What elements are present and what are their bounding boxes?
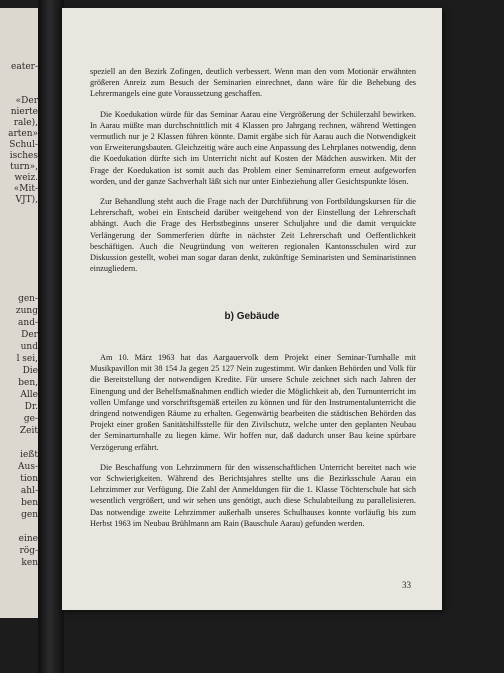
book-spine	[38, 0, 64, 673]
left-page-fragment: ben	[21, 498, 38, 508]
left-page-fragment: «Mit-	[13, 184, 38, 194]
paragraph: Zur Behandlung steht auch die Frage nach der Durchführung von Fortbildungskursen für die Lehrerschaft, wobei ein Entscheid darüber weitgehend von der Einstellung der Lehrerschaft abhängt. Auch die Frage des Herbstbeginns unserer Schuljahre und die damit verquickte Verlängerung der Sommerferien dürfte in nächster Zeit Lehrerschaft und Oeffentlichkeit beschäftigen. Auch die Neugründung von weiteren regionalen Kantonsschulen wird zur Diskussion gestellt, wobei man sogar daran denkt, zukünftige Seminaristen und Seminaristinnen einzugliedern.	[90, 197, 416, 274]
left-page-fragment: zung	[15, 306, 38, 316]
left-page-fragment: gen-	[18, 294, 38, 304]
left-page-fragment: weiz.	[14, 173, 38, 183]
left-page-fragment: l sei,	[16, 354, 38, 364]
left-page-fragment: ge-	[23, 414, 38, 424]
text-block-top	[90, 66, 416, 283]
left-page-fragment: ben,	[18, 378, 38, 388]
left-page-fragment: nierte	[10, 107, 38, 117]
left-page-fragment: Aus-	[18, 462, 38, 472]
left-page-fragment: ken	[21, 558, 38, 568]
left-page-fragment: ießt	[20, 450, 38, 460]
left-page-fragment: rale),	[13, 118, 38, 128]
left-page-fragment: rög-	[19, 546, 38, 556]
left-page-fragment: «Der	[15, 96, 38, 106]
left-page-fragment: tion	[20, 474, 38, 484]
left-page-fragment: Der	[21, 330, 38, 340]
left-page-fragment: isches	[9, 151, 38, 161]
page-number: 33	[402, 580, 411, 590]
left-page-fragment: eater-	[11, 62, 38, 72]
left-page-fragment: Zeit	[19, 426, 38, 436]
paragraph: speziell an den Bezirk Zofingen, deutlich verbessert. Wenn man den vom Motionär erwähnten größeren Anreiz zum Besuch der Seminarien einrechnet, dann wäre für die Behebung des Lehrermangels eine gute Voraussetzung geschaffen.	[90, 67, 416, 99]
left-page-fragment: turn»,	[10, 162, 38, 172]
paragraph: Die Koedukation würde für das Seminar Aarau eine Vergrößerung der Schülerzahl bewirken. In Aarau müßte man durchschnittlich mit 4 Klassen pro Jahrgang rechnen, während Wettingen vermutlich nur je 2 Klassen führen könnte. Damit ergäbe sich für Aarau auch die Notwendigkeit von Erweiterungsbauten. Gleichzeitig wäre auch eine Anpassung des Lehrplanes notwendig, denn die Koedukation dürfte sich im Unterricht nicht auf Kosten der Mädchen auswirken. Mit der Frage der Koedukation ist somit auch das Problem einer Seminarreform erneut aufgeworfen worden, und der ganze Sachverhalt läßt sich nur unter Einbeziehung aller Gesichtspunkte lösen.	[90, 109, 416, 186]
left-page-fragment: eine	[18, 534, 38, 544]
paragraph: Die Beschaffung von Lehrzimmern für den wissenschaftlichen Unterricht bereitet nach wie vor Schwierigkeiten. Während des Berichtsjahres stellte uns die Bezirksschule Aarau ein Lehrzimmer zur Verfügung. Die Zahl der Anmeldungen für die 1. Klasse Töchterschule hat sich wesentlich vergrößert, und wir sehen uns genötigt, auch diese Schulabteilung zu parallelisieren. Das notwendige zweite Lehrzimmer außerhalb unseres Schulhauses konnte vorläufig bis zum Herbst 1963 im Neubau Brühlmann am Rain (Bauschule Aarau) gefunden werden.	[90, 462, 416, 528]
left-page-fragment: Die	[22, 366, 38, 376]
paragraph: Am 10. März 1963 hat das Aargauervolk dem Projekt einer Seminar-Turnhalle mit Musikpavillon mit 38 154 Ja gegen 25 127 Nein zugestimmt. Wir danken Behörden und Volk für die Bereitstellung der notwendigen Kredite. Für unsere Schule zeichnet sich nach Jahren der Einengung und der Behelfsmaßnahmen endlich wieder die Möglichkeit ab, den Turnunterricht im vollen Umfange und vorschriftsgemäß erteilen zu können und für den Instrumentalunterricht die dringend notwendigen Räume zu erhalten. Gegenwärtig bearbeiten die städtischen Behörden das Projekt einer großen Sanitätshilfsstelle für den Zivilschutz, welche unter den geplanten Neubau der Seminarturnhalle zu liegen käme. Wir hoffen nur, daß dadurch unser Bau keine spürbare Verzögerung erfährt.	[90, 353, 416, 452]
left-page-fragment: gen	[21, 510, 38, 520]
left-page-edge	[0, 8, 40, 618]
left-page-fragment: und	[20, 342, 38, 352]
left-page-fragment: ahl-	[20, 486, 38, 496]
left-page-fragment: Schul-	[9, 140, 38, 150]
left-page-fragment: arten»	[8, 129, 38, 139]
section-heading: b) Gebäude	[224, 311, 280, 322]
text-block-bottom	[90, 352, 416, 538]
left-page-fragment: Alle	[20, 390, 38, 400]
left-page-fragment: VJT),	[15, 195, 38, 205]
right-page	[62, 8, 442, 610]
left-page-fragment: Dr.	[24, 402, 38, 412]
left-page-fragment: and-	[18, 318, 38, 328]
